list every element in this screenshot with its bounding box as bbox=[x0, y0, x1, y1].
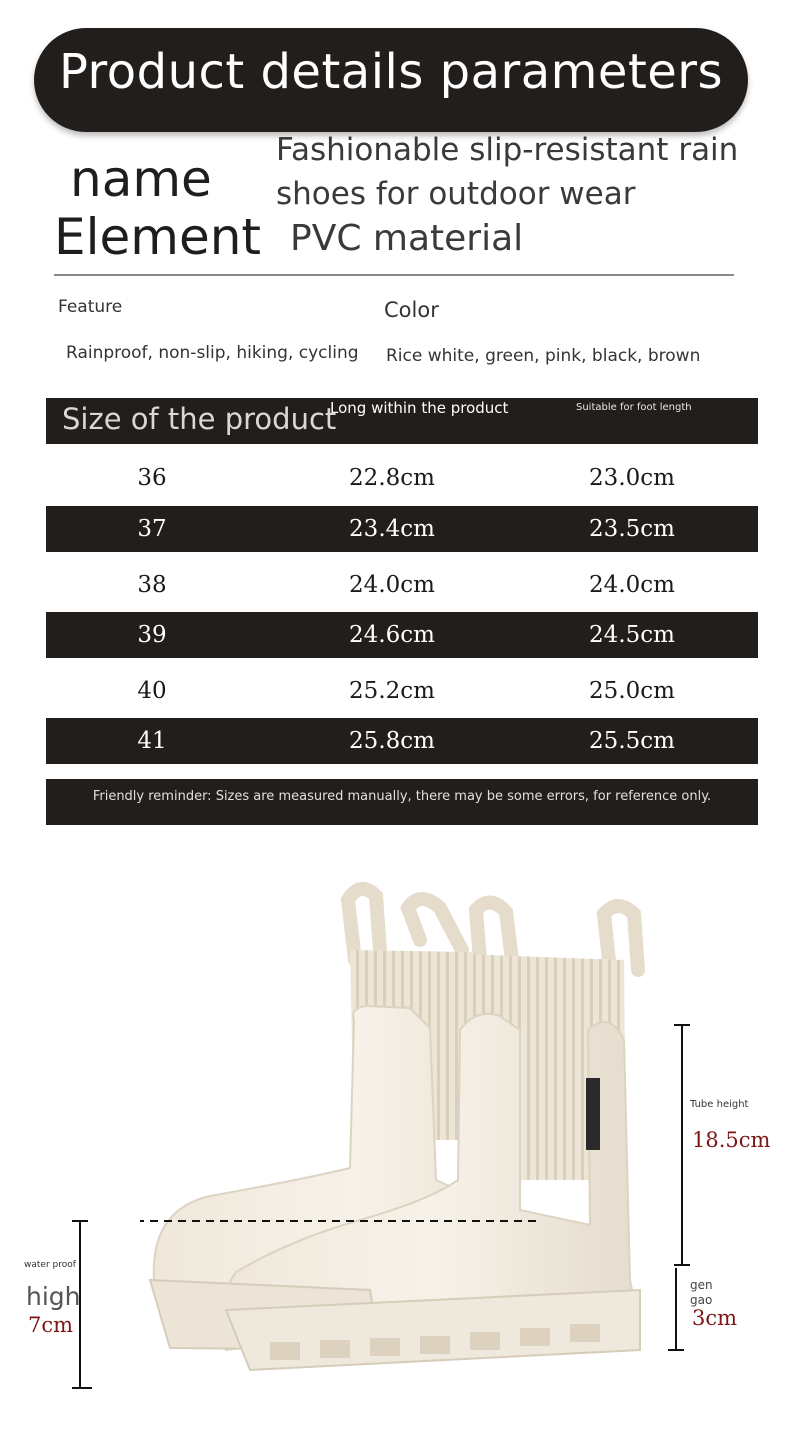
table-row bbox=[46, 455, 758, 501]
size-cell: 37 bbox=[137, 516, 167, 542]
boots-image bbox=[140, 880, 660, 1390]
foot-length-cell: 23.5cm bbox=[589, 516, 675, 542]
page-title: Product details parameters bbox=[58, 44, 724, 100]
foot-length-cell: 25.0cm bbox=[589, 678, 675, 704]
size-cell: 40 bbox=[137, 678, 167, 704]
inner-length-cell: 25.2cm bbox=[349, 678, 435, 704]
foot-length-cell: 23.0cm bbox=[589, 465, 675, 491]
name-label: name bbox=[70, 150, 212, 208]
color-value: Rice white, green, pink, black, brown bbox=[386, 346, 701, 366]
table-row bbox=[46, 506, 758, 552]
divider bbox=[54, 274, 734, 276]
foot-length-cell: 24.0cm bbox=[589, 572, 675, 598]
foot-length-cell: 25.5cm bbox=[589, 728, 675, 754]
feature-label: Feature bbox=[58, 297, 123, 317]
reminder-text: Friendly reminder: Sizes are measured manually, there may be some errors, for reference only. bbox=[92, 789, 712, 804]
size-cell: 39 bbox=[137, 622, 167, 648]
waterproof-high-label: high bbox=[26, 1282, 81, 1311]
color-label: Color bbox=[384, 298, 439, 322]
table-row bbox=[46, 668, 758, 714]
heel-height-value: 3cm bbox=[692, 1306, 738, 1330]
size-cell: 38 bbox=[137, 572, 167, 598]
element-value: PVC material bbox=[290, 218, 524, 259]
header-inner-length: Long within the product bbox=[330, 399, 509, 417]
table-row bbox=[46, 612, 758, 658]
element-label: Element bbox=[54, 208, 262, 266]
inner-length-cell: 22.8cm bbox=[349, 465, 435, 491]
name-value: Fashionable slip-resistant rain shoes for outdoor wear bbox=[276, 132, 739, 212]
table-row bbox=[46, 562, 758, 608]
tube-height-caption: Tube height bbox=[690, 1099, 749, 1110]
inner-length-cell: 23.4cm bbox=[349, 516, 435, 542]
waterproof-caption: water proof bbox=[24, 1260, 76, 1270]
header-foot-length: Suitable for foot length bbox=[576, 402, 692, 413]
tube-height-value: 18.5cm bbox=[692, 1128, 771, 1152]
inner-length-cell: 24.0cm bbox=[349, 572, 435, 598]
foot-length-cell: 24.5cm bbox=[589, 622, 675, 648]
header-size: Size of the product bbox=[62, 402, 337, 436]
size-cell: 36 bbox=[137, 465, 167, 491]
inner-length-cell: 25.8cm bbox=[349, 728, 435, 754]
feature-value: Rainproof, non-slip, hiking, cycling bbox=[66, 343, 359, 363]
table-row bbox=[46, 718, 758, 764]
heel-height-caption: gen gao bbox=[690, 1278, 713, 1307]
waterproof-value: 7cm bbox=[28, 1313, 74, 1337]
size-cell: 41 bbox=[137, 728, 167, 754]
inner-length-cell: 24.6cm bbox=[349, 622, 435, 648]
